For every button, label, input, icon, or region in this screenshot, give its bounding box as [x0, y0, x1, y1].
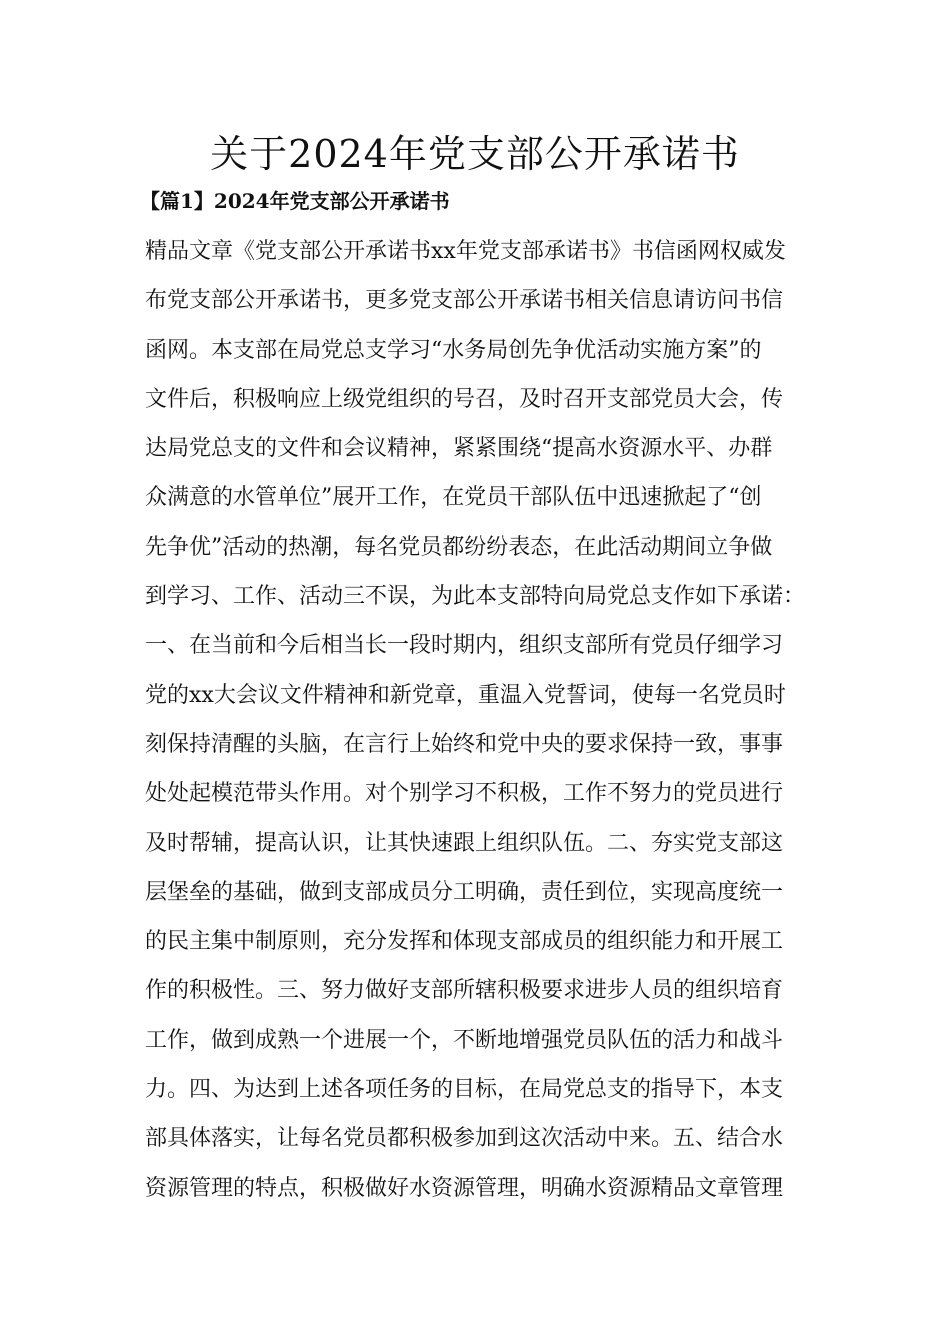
body-line: 工作，做到成熟一个进展一个，不断地增强党员队伍的活力和战斗 — [145, 1027, 784, 1053]
body-line: 刻保持清醒的头脑，在言行上始终和党中央的要求保持一致，事事 — [145, 731, 784, 757]
body-text — [145, 232, 817, 1218]
body-line: 力。四、为达到上述各项任务的目标，在局党总支的指导下，本支 — [145, 1077, 784, 1103]
body-line: 布党支部公开承诺书，更多党支部公开承诺书相关信息请访问书信 — [145, 288, 784, 314]
body-line: 部具体落实，让每名党员都积极参加到这次活动中来。五、结合水 — [145, 1126, 784, 1152]
body-line: 党的xx大会议文件精神和新党章，重温入党誓词，使每一名党员时 — [145, 682, 786, 708]
body-line: 精品文章《党支部公开承诺书xx年党支部承诺书》书信函网权威发 — [145, 239, 786, 264]
body-line: 先争优”活动的热潮，每名党员都纷纷表态，在此活动期间立争做 — [145, 534, 773, 560]
body-line: 层堡垒的基础，做到支部成员分工明确，责任到位，实现高度统一 — [145, 879, 784, 905]
body-line: 达局党总支的文件和会议精神，紧紧围绕“提高水资源水平、办群 — [145, 436, 773, 462]
body-line: 文件后，积极响应上级党组织的号召，及时召开支部党员大会，传 — [145, 386, 784, 412]
body-line: 作的积极性。三、努力做好支部所辖积极要求进步人员的组织培育 — [145, 978, 784, 1004]
body-line: 众满意的水管单位”展开工作，在党员干部队伍中迅速掀起了“创 — [145, 485, 762, 511]
body-line: 处处起模范带头作用。对个别学习不积极，工作不努力的党员进行 — [145, 781, 784, 807]
body-line: 的民主集中制原则，充分发挥和体现支部成员的组织能力和开展工 — [145, 929, 784, 955]
body-line: 及时帮辅，提高认识，让其快速跟上组织队伍。二、夯实党支部这 — [145, 830, 784, 856]
body-line: 函网。本支部在局党总支学习“水务局创先争优活动实施方案”的 — [145, 337, 762, 363]
body-line: 到学习、工作、活动三不误，为此本支部特向局党总支作如下承诺： — [145, 584, 806, 610]
section-heading: 【篇1】2024年党支部公开承诺书 — [140, 189, 450, 213]
body-line: 一、在当前和今后相当长一段时期内，组织支部所有党员仔细学习 — [145, 633, 784, 659]
body-line: 资源管理的特点，积极做好水资源管理，明确水资源精品文章管理 — [145, 1175, 784, 1201]
document-title: 关于2024年党支部公开承诺书 — [210, 132, 740, 176]
